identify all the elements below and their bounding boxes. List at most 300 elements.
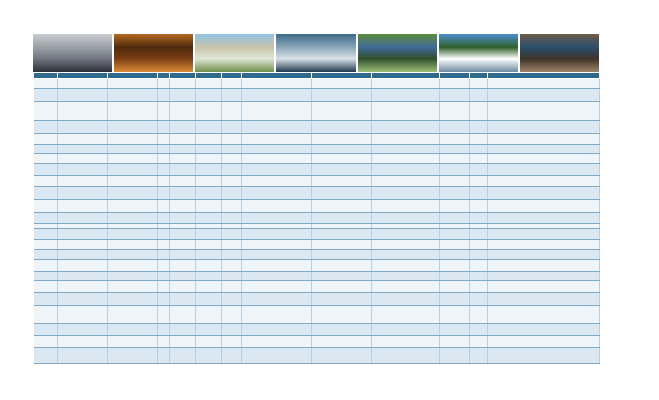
table-cell [170, 281, 196, 293]
table-cell [34, 250, 58, 260]
table-cell [58, 272, 108, 281]
table-row [34, 187, 600, 200]
table-cell [222, 134, 242, 145]
table-cell [222, 250, 242, 260]
table-cell [222, 336, 242, 348]
table-cell [158, 293, 170, 306]
autumn-forest-photo [114, 34, 193, 72]
table-cell [222, 187, 242, 200]
table-cell [170, 306, 196, 324]
table-row [34, 164, 600, 176]
table-cell [108, 187, 158, 200]
table-cell [222, 154, 242, 164]
table-cell [58, 154, 108, 164]
table-cell [196, 260, 222, 272]
table-cell [312, 306, 372, 324]
table-cell [470, 348, 488, 364]
table-cell [196, 306, 222, 324]
table-cell [158, 240, 170, 250]
table-cell [170, 164, 196, 176]
table-cell [170, 213, 196, 224]
table-cell [242, 121, 312, 134]
river-rafting-photo [276, 34, 355, 72]
table-cell [372, 306, 440, 324]
table-cell [108, 79, 158, 89]
table-cell [470, 272, 488, 281]
table-row [34, 272, 600, 281]
table-cell [372, 154, 440, 164]
table-cell [196, 121, 222, 134]
table-cell [488, 89, 600, 102]
table-cell [34, 187, 58, 200]
table-cell [196, 102, 222, 121]
table-cell [196, 324, 222, 336]
table-cell [34, 164, 58, 176]
table-cell [242, 272, 312, 281]
table-cell [158, 281, 170, 293]
table-cell [34, 324, 58, 336]
table-cell [108, 250, 158, 260]
table-cell [58, 89, 108, 102]
table-cell [58, 200, 108, 213]
table-cell [58, 121, 108, 134]
table-cell [372, 260, 440, 272]
table-cell [372, 145, 440, 154]
table-cell [158, 102, 170, 121]
table-row [34, 213, 600, 224]
table-cell [242, 79, 312, 89]
table-cell [470, 306, 488, 324]
table-cell [222, 121, 242, 134]
table-cell [242, 250, 312, 260]
table-row [34, 240, 600, 250]
table-cell [34, 154, 58, 164]
table-cell [196, 145, 222, 154]
table-cell [58, 306, 108, 324]
table-cell [312, 293, 372, 306]
table-cell [440, 272, 470, 281]
header-photo-strip [33, 34, 599, 72]
table-cell [108, 145, 158, 154]
table-cell [170, 134, 196, 145]
table-cell [470, 336, 488, 348]
table-cell [488, 336, 600, 348]
table-cell [170, 187, 196, 200]
table-cell [158, 200, 170, 213]
table-cell [222, 272, 242, 281]
table-cell [170, 145, 196, 154]
table-cell [488, 213, 600, 224]
table-cell [312, 336, 372, 348]
table-cell [222, 348, 242, 364]
table-cell [440, 89, 470, 102]
table-cell [170, 229, 196, 240]
table-cell [312, 176, 372, 187]
table-cell [196, 176, 222, 187]
table-cell [196, 134, 222, 145]
table-cell [488, 176, 600, 187]
table-cell [470, 281, 488, 293]
table-cell [372, 134, 440, 145]
table-cell [372, 348, 440, 364]
table-cell [170, 154, 196, 164]
table-cell [222, 176, 242, 187]
table-cell [222, 306, 242, 324]
table-cell [170, 121, 196, 134]
table-cell [108, 336, 158, 348]
table-cell [470, 134, 488, 145]
table-cell [170, 260, 196, 272]
table-cell [58, 281, 108, 293]
table-cell [242, 324, 312, 336]
table-cell [372, 102, 440, 121]
table-cell [196, 281, 222, 293]
table-cell [242, 187, 312, 200]
table-cell [242, 154, 312, 164]
table-row [34, 324, 600, 336]
table-cell [158, 306, 170, 324]
table-cell [158, 79, 170, 89]
table-cell [488, 281, 600, 293]
table-cell [488, 324, 600, 336]
table-row [34, 229, 600, 240]
table-cell [34, 281, 58, 293]
table-cell [242, 164, 312, 176]
table-cell [158, 213, 170, 224]
table-cell [196, 154, 222, 164]
table-cell [196, 213, 222, 224]
table-cell [372, 240, 440, 250]
table-cell [58, 102, 108, 121]
table-cell [470, 260, 488, 272]
table-cell [488, 164, 600, 176]
table-cell [108, 272, 158, 281]
table-cell [372, 281, 440, 293]
table-cell [196, 89, 222, 102]
table-cell [312, 281, 372, 293]
table-row [34, 134, 600, 145]
table-cell [158, 348, 170, 364]
table-cell [372, 229, 440, 240]
table-cell [158, 260, 170, 272]
table-cell [372, 187, 440, 200]
table-cell [470, 164, 488, 176]
table-cell [312, 229, 372, 240]
table-cell [312, 348, 372, 364]
snowy-mountain-photo [439, 34, 518, 72]
table-cell [312, 154, 372, 164]
table-cell [108, 260, 158, 272]
table-cell [222, 145, 242, 154]
table-cell [440, 213, 470, 224]
table-cell [242, 89, 312, 102]
table-cell [34, 240, 58, 250]
table-cell [34, 293, 58, 306]
table-cell [158, 121, 170, 134]
table-cell [196, 229, 222, 240]
table-cell [470, 145, 488, 154]
table-cell [440, 145, 470, 154]
table-cell [488, 250, 600, 260]
table-cell [372, 200, 440, 213]
table-cell [372, 121, 440, 134]
table-cell [108, 293, 158, 306]
table-cell [222, 164, 242, 176]
table-cell [58, 79, 108, 89]
table-cell [108, 164, 158, 176]
table-cell [488, 260, 600, 272]
table-cell [488, 79, 600, 89]
table-cell [222, 281, 242, 293]
table-cell [440, 187, 470, 200]
table-cell [108, 154, 158, 164]
table-cell [34, 200, 58, 213]
table-cell [488, 229, 600, 240]
table-cell [488, 293, 600, 306]
table-cell [34, 336, 58, 348]
table-cell [372, 250, 440, 260]
table-cell [196, 200, 222, 213]
table-cell [470, 121, 488, 134]
table-cell [108, 348, 158, 364]
table-cell [470, 229, 488, 240]
table-cell [440, 79, 470, 89]
table-cell [222, 213, 242, 224]
table-cell [488, 348, 600, 364]
table-cell [108, 200, 158, 213]
table-cell [488, 102, 600, 121]
table-cell [372, 272, 440, 281]
table-cell [488, 145, 600, 154]
table-cell [470, 200, 488, 213]
table-cell [196, 293, 222, 306]
table-cell [470, 293, 488, 306]
table-cell [58, 240, 108, 250]
table-cell [440, 154, 470, 164]
table-cell [170, 324, 196, 336]
table-cell [158, 154, 170, 164]
table-cell [34, 229, 58, 240]
table-cell [440, 260, 470, 272]
table-cell [312, 187, 372, 200]
table-cell [440, 250, 470, 260]
table-cell [170, 348, 196, 364]
table-cell [372, 164, 440, 176]
data-table [33, 72, 600, 364]
table-cell [170, 102, 196, 121]
table-cell [170, 250, 196, 260]
table-cell [196, 250, 222, 260]
table-cell [372, 293, 440, 306]
table-cell [242, 281, 312, 293]
table-cell [440, 176, 470, 187]
table-cell [158, 229, 170, 240]
table-cell [34, 213, 58, 224]
table-cell [312, 145, 372, 154]
table-cell [470, 89, 488, 102]
table-cell [242, 102, 312, 121]
table-cell [170, 240, 196, 250]
table-cell [372, 89, 440, 102]
table-cell [158, 145, 170, 154]
table-cell [488, 240, 600, 250]
table-cell [58, 250, 108, 260]
table-cell [34, 79, 58, 89]
table-cell [34, 102, 58, 121]
table-cell [170, 336, 196, 348]
table-cell [488, 272, 600, 281]
table-cell [312, 164, 372, 176]
table-cell [58, 176, 108, 187]
boat-dock-photo [520, 34, 599, 72]
table-cell [470, 79, 488, 89]
table-cell [242, 200, 312, 213]
table-row [34, 293, 600, 306]
table-cell [158, 164, 170, 176]
table-cell [440, 306, 470, 324]
table-row [34, 348, 600, 364]
table-cell [242, 134, 312, 145]
table-cell [242, 348, 312, 364]
table-cell [158, 89, 170, 102]
table-cell [488, 121, 600, 134]
table-cell [58, 348, 108, 364]
table-cell [34, 260, 58, 272]
table-cell [58, 336, 108, 348]
table-cell [34, 134, 58, 145]
table-cell [440, 281, 470, 293]
table-cell [222, 102, 242, 121]
table-cell [170, 176, 196, 187]
table-cell [158, 250, 170, 260]
table-cell [34, 89, 58, 102]
table-cell [470, 250, 488, 260]
table-cell [108, 213, 158, 224]
table-cell [196, 187, 222, 200]
table-cell [440, 336, 470, 348]
table-cell [222, 260, 242, 272]
table-row [34, 260, 600, 272]
table-cell [108, 176, 158, 187]
table-cell [372, 213, 440, 224]
table-cell [470, 102, 488, 121]
table-cell [312, 89, 372, 102]
table-cell [158, 272, 170, 281]
table-cell [196, 79, 222, 89]
table-row [34, 121, 600, 134]
table-cell [470, 187, 488, 200]
table-cell [158, 187, 170, 200]
table-cell [58, 324, 108, 336]
table-cell [196, 336, 222, 348]
table-cell [372, 324, 440, 336]
table-cell [34, 145, 58, 154]
table-cell [440, 240, 470, 250]
table-cell [440, 134, 470, 145]
table-cell [312, 134, 372, 145]
table-cell [488, 154, 600, 164]
table-cell [312, 250, 372, 260]
table-cell [108, 89, 158, 102]
table-cell [58, 293, 108, 306]
table-cell [440, 348, 470, 364]
table-cell [312, 102, 372, 121]
table-cell [470, 240, 488, 250]
table-cell [242, 336, 312, 348]
table-cell [470, 176, 488, 187]
table-row [34, 200, 600, 213]
table-cell [440, 200, 470, 213]
table-cell [158, 176, 170, 187]
table-cell [222, 229, 242, 240]
table-cell [440, 293, 470, 306]
table-cell [58, 145, 108, 154]
table-cell [34, 306, 58, 324]
table-cell [470, 213, 488, 224]
table-cell [242, 306, 312, 324]
table-cell [242, 293, 312, 306]
table-cell [312, 121, 372, 134]
table-cell [242, 240, 312, 250]
table-cell [170, 79, 196, 89]
table-row [34, 336, 600, 348]
table-cell [222, 200, 242, 213]
table-cell [108, 306, 158, 324]
table-cell [488, 187, 600, 200]
table-cell [440, 324, 470, 336]
table-cell [34, 272, 58, 281]
table-cell [58, 260, 108, 272]
table-cell [196, 164, 222, 176]
table-cell [242, 260, 312, 272]
table-cell [440, 121, 470, 134]
table-row [34, 281, 600, 293]
table-cell [372, 176, 440, 187]
table-row [34, 154, 600, 164]
table-cell [108, 240, 158, 250]
table-cell [440, 102, 470, 121]
table-cell [108, 134, 158, 145]
table-cell [34, 348, 58, 364]
table-cell [488, 200, 600, 213]
table-row [34, 306, 600, 324]
table-cell [58, 164, 108, 176]
table-cell [196, 348, 222, 364]
table-cell [470, 154, 488, 164]
table-cell [196, 272, 222, 281]
rocky-landscape-photo [33, 34, 112, 72]
lakeside-trees-photo [358, 34, 437, 72]
table-cell [170, 293, 196, 306]
table-cell [58, 213, 108, 224]
table-cell [312, 272, 372, 281]
table-cell [242, 176, 312, 187]
table-cell [196, 240, 222, 250]
table-cell [108, 324, 158, 336]
table-row [34, 176, 600, 187]
table-row [34, 102, 600, 121]
table-cell [170, 200, 196, 213]
table-cell [158, 134, 170, 145]
table-cell [312, 240, 372, 250]
table-row [34, 89, 600, 102]
table-cell [222, 89, 242, 102]
table-cell [312, 213, 372, 224]
table-cell [170, 272, 196, 281]
table-cell [440, 229, 470, 240]
table-cell [242, 213, 312, 224]
table-row [34, 145, 600, 154]
